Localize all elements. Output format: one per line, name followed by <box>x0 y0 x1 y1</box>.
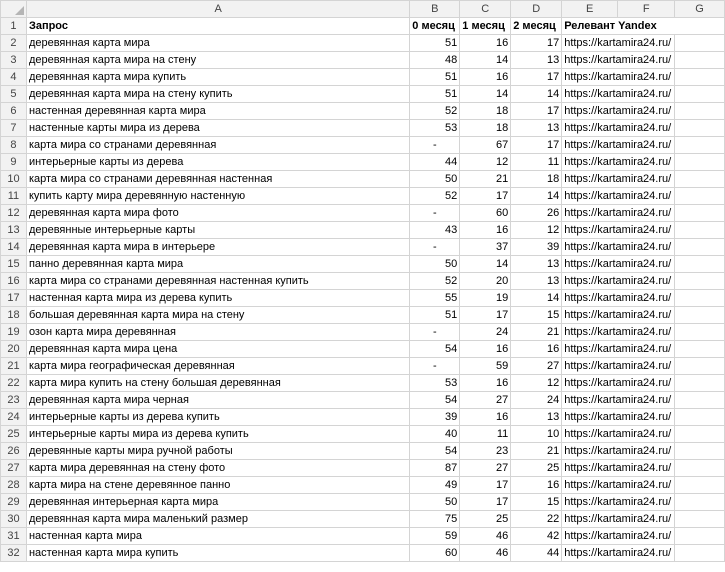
row-header[interactable]: 30 <box>1 511 27 528</box>
cell-month1[interactable]: 16 <box>460 375 511 392</box>
column-header-g[interactable]: G <box>675 1 725 18</box>
cell-month0[interactable]: 50 <box>410 171 460 188</box>
cell-query[interactable]: деревянная карта мира купить <box>26 69 409 86</box>
cell-empty[interactable] <box>675 154 725 171</box>
cell-month0[interactable]: - <box>410 205 460 222</box>
row-header[interactable]: 5 <box>1 86 27 103</box>
cell-month2[interactable]: 13 <box>511 273 562 290</box>
cell-month0[interactable]: 51 <box>410 307 460 324</box>
row-header[interactable]: 29 <box>1 494 27 511</box>
cell-relevant-url[interactable]: https://kartamira24.ru/ <box>562 52 675 69</box>
cell-empty[interactable] <box>675 358 725 375</box>
row-header[interactable]: 11 <box>1 188 27 205</box>
cell-month2[interactable]: 13 <box>511 256 562 273</box>
cell-month1[interactable]: 16 <box>460 409 511 426</box>
cell-month2[interactable]: 39 <box>511 239 562 256</box>
cell-month2[interactable]: 17 <box>511 103 562 120</box>
cell-header-month2[interactable]: 2 месяц <box>511 18 562 35</box>
cell-empty[interactable] <box>675 222 725 239</box>
sheet-row <box>1 222 725 239</box>
cell-month2[interactable]: 22 <box>511 511 562 528</box>
cell-month0[interactable]: - <box>410 137 460 154</box>
cell-query[interactable]: настенная карта мира <box>26 528 409 545</box>
cell-relevant-url[interactable]: https://kartamira24.ru/ <box>562 35 675 52</box>
cell-header-relevant[interactable]: Релевант Yandex <box>562 18 675 35</box>
cell-empty[interactable] <box>675 426 725 443</box>
column-header-row <box>1 1 725 18</box>
cell-relevant-url[interactable]: https://kartamira24.ru/ <box>562 69 675 86</box>
sheet-row <box>1 409 725 426</box>
sheet-row <box>1 137 725 154</box>
cell-month0[interactable]: 44 <box>410 154 460 171</box>
cell-query[interactable]: купить карту мира деревянную настенную <box>26 188 409 205</box>
row-header[interactable]: 26 <box>1 443 27 460</box>
cell-relevant-url[interactable]: https://kartamira24.ru/ <box>562 443 675 460</box>
sheet-row <box>1 545 725 562</box>
cell-empty[interactable] <box>675 494 725 511</box>
sheet-row <box>1 205 725 222</box>
row-header[interactable]: 25 <box>1 426 27 443</box>
cell-empty[interactable] <box>675 409 725 426</box>
sheet-row <box>1 171 725 188</box>
cell-month0[interactable]: 60 <box>410 545 460 562</box>
cell-relevant-url[interactable]: https://kartamira24.ru/ <box>562 494 675 511</box>
sheet-row <box>1 273 725 290</box>
row-header[interactable]: 12 <box>1 205 27 222</box>
cell-empty[interactable] <box>675 256 725 273</box>
sheet-row <box>1 256 725 273</box>
cell-month2[interactable]: 13 <box>511 120 562 137</box>
cell-empty[interactable] <box>675 18 725 35</box>
cell-month1[interactable]: 59 <box>460 358 511 375</box>
row-header[interactable]: 18 <box>1 307 27 324</box>
column-header-a[interactable]: A <box>26 1 409 18</box>
cell-month1[interactable]: 46 <box>460 528 511 545</box>
cell-query[interactable]: деревянная карта мира фото <box>26 205 409 222</box>
cell-query[interactable]: настенная деревянная карта мира <box>26 103 409 120</box>
sheet-row <box>1 120 725 137</box>
cell-empty[interactable] <box>675 86 725 103</box>
cell-month0[interactable]: 54 <box>410 392 460 409</box>
cell-relevant-url[interactable]: https://kartamira24.ru/ <box>562 545 675 562</box>
row-header[interactable]: 13 <box>1 222 27 239</box>
cell-month2[interactable]: 17 <box>511 137 562 154</box>
row-header[interactable]: 22 <box>1 375 27 392</box>
cell-month2[interactable]: 24 <box>511 392 562 409</box>
row-header[interactable]: 6 <box>1 103 27 120</box>
sheet-row <box>1 188 725 205</box>
cell-empty[interactable] <box>675 528 725 545</box>
cell-month2[interactable]: 17 <box>511 69 562 86</box>
cell-month1[interactable]: 23 <box>460 443 511 460</box>
cell-empty[interactable] <box>675 205 725 222</box>
row-header[interactable]: 23 <box>1 392 27 409</box>
cell-month2[interactable]: 13 <box>511 409 562 426</box>
cell-month0[interactable]: 52 <box>410 188 460 205</box>
cell-month0[interactable]: 48 <box>410 52 460 69</box>
cell-empty[interactable] <box>675 341 725 358</box>
cell-relevant-url[interactable]: https://kartamira24.ru/ <box>562 86 675 103</box>
sheet-row <box>1 35 725 52</box>
sheet-row <box>1 239 725 256</box>
sheet-row <box>1 460 725 477</box>
column-header-c[interactable]: C <box>460 1 511 18</box>
cell-month0[interactable]: 87 <box>410 460 460 477</box>
cell-query[interactable]: интерьерные карты мира из дерева купить <box>26 426 409 443</box>
cell-month2[interactable]: 18 <box>511 171 562 188</box>
sheet-row <box>1 69 725 86</box>
cell-query[interactable]: карта мира географическая деревянная <box>26 358 409 375</box>
cell-month1[interactable]: 16 <box>460 69 511 86</box>
cell-query[interactable]: карта мира деревянная на стену фото <box>26 460 409 477</box>
cell-query[interactable]: деревянная карта мира в интерьере <box>26 239 409 256</box>
cell-month1[interactable]: 14 <box>460 256 511 273</box>
cell-empty[interactable] <box>675 35 725 52</box>
cell-month0[interactable]: 43 <box>410 222 460 239</box>
cell-relevant-url[interactable]: https://kartamira24.ru/ <box>562 171 675 188</box>
cell-query[interactable]: карта мира купить на стену большая деревянная <box>26 375 409 392</box>
cell-relevant-url[interactable]: https://kartamira24.ru/ <box>562 341 675 358</box>
cell-empty[interactable] <box>675 69 725 86</box>
cell-query[interactable]: деревянная карта мира <box>26 35 409 52</box>
cell-relevant-url[interactable]: https://kartamira24.ru/ <box>562 477 675 494</box>
sheet-row <box>1 290 725 307</box>
cell-header-month0[interactable]: 0 месяц <box>410 18 460 35</box>
cell-query[interactable]: карта мира со странами деревянная настенная купить <box>26 273 409 290</box>
cell-query[interactable]: деревянные интерьерные карты <box>26 222 409 239</box>
cell-month1[interactable]: 60 <box>460 205 511 222</box>
cell-month2[interactable]: 21 <box>511 443 562 460</box>
cell-month1[interactable]: 24 <box>460 324 511 341</box>
cell-month0[interactable]: 51 <box>410 35 460 52</box>
row-header[interactable]: 1 <box>1 18 27 35</box>
cell-header-month1[interactable]: 1 месяц <box>460 18 511 35</box>
row-header[interactable]: 3 <box>1 52 27 69</box>
cell-month2[interactable]: 44 <box>511 545 562 562</box>
cell-empty[interactable] <box>675 120 725 137</box>
cell-month2[interactable]: 16 <box>511 341 562 358</box>
cell-month1[interactable]: 27 <box>460 460 511 477</box>
row-header[interactable]: 19 <box>1 324 27 341</box>
cell-empty[interactable] <box>675 511 725 528</box>
cell-month2[interactable]: 14 <box>511 188 562 205</box>
cell-month1[interactable]: 17 <box>460 188 511 205</box>
cell-query[interactable]: деревянная карта мира на стену <box>26 52 409 69</box>
cell-month2[interactable]: 12 <box>511 375 562 392</box>
sheet-row <box>1 52 725 69</box>
sheet-row <box>1 358 725 375</box>
cell-empty[interactable] <box>675 188 725 205</box>
cell-query[interactable]: интерьерные карты из дерева <box>26 154 409 171</box>
row-header[interactable]: 24 <box>1 409 27 426</box>
cell-empty[interactable] <box>675 137 725 154</box>
cell-relevant-url[interactable]: https://kartamira24.ru/ <box>562 137 675 154</box>
cell-query[interactable]: карта мира на стене деревянное панно <box>26 477 409 494</box>
cell-relevant-url[interactable]: https://kartamira24.ru/ <box>562 256 675 273</box>
cell-month0[interactable]: - <box>410 324 460 341</box>
cell-empty[interactable] <box>675 273 725 290</box>
row-header[interactable]: 31 <box>1 528 27 545</box>
select-all-corner[interactable] <box>1 1 27 18</box>
sheet-row <box>1 324 725 341</box>
cell-query[interactable]: карта мира со странами деревянная <box>26 137 409 154</box>
cell-empty[interactable] <box>675 239 725 256</box>
cell-empty[interactable] <box>675 477 725 494</box>
cell-month2[interactable]: 14 <box>511 290 562 307</box>
cell-query[interactable]: настенные карты мира из дерева <box>26 120 409 137</box>
cell-month2[interactable]: 25 <box>511 460 562 477</box>
cell-query[interactable]: большая деревянная карта мира на стену <box>26 307 409 324</box>
cell-month1[interactable]: 46 <box>460 545 511 562</box>
cell-empty[interactable] <box>675 290 725 307</box>
cell-relevant-url[interactable]: https://kartamira24.ru/ <box>562 205 675 222</box>
cell-month1[interactable]: 14 <box>460 52 511 69</box>
cell-month1[interactable]: 21 <box>460 171 511 188</box>
row-header[interactable]: 7 <box>1 120 27 137</box>
cell-month2[interactable]: 21 <box>511 324 562 341</box>
cell-empty[interactable] <box>675 460 725 477</box>
cell-month2[interactable]: 13 <box>511 52 562 69</box>
cell-month1[interactable]: 67 <box>460 137 511 154</box>
cell-month1[interactable]: 16 <box>460 35 511 52</box>
cell-relevant-url[interactable]: https://kartamira24.ru/ <box>562 460 675 477</box>
cell-empty[interactable] <box>675 52 725 69</box>
cell-month1[interactable]: 11 <box>460 426 511 443</box>
cell-relevant-url[interactable]: https://kartamira24.ru/ <box>562 154 675 171</box>
cell-relevant-url[interactable]: https://kartamira24.ru/ <box>562 324 675 341</box>
cell-month0[interactable]: 54 <box>410 443 460 460</box>
cell-query[interactable]: интерьерные карты из дерева купить <box>26 409 409 426</box>
cell-query[interactable]: карта мира со странами деревянная настенная <box>26 171 409 188</box>
cell-month0[interactable]: 49 <box>410 477 460 494</box>
row-header[interactable]: 28 <box>1 477 27 494</box>
sheet-row <box>1 341 725 358</box>
cell-relevant-url[interactable]: https://kartamira24.ru/ <box>562 120 675 137</box>
cell-month0[interactable]: 52 <box>410 103 460 120</box>
sheet-row <box>1 18 725 35</box>
cell-relevant-url[interactable]: https://kartamira24.ru/ <box>562 528 675 545</box>
cell-empty[interactable] <box>675 375 725 392</box>
cell-month0[interactable]: 39 <box>410 409 460 426</box>
cell-month1[interactable]: 18 <box>460 120 511 137</box>
cell-month0[interactable]: 40 <box>410 426 460 443</box>
cell-relevant-url[interactable]: https://kartamira24.ru/ <box>562 222 675 239</box>
cell-month0[interactable]: 54 <box>410 341 460 358</box>
cell-month1[interactable]: 17 <box>460 477 511 494</box>
row-header[interactable]: 21 <box>1 358 27 375</box>
sheet-row <box>1 392 725 409</box>
cell-relevant-url[interactable]: https://kartamira24.ru/ <box>562 307 675 324</box>
row-header[interactable]: 20 <box>1 341 27 358</box>
cell-query[interactable]: деревянная карта мира на стену купить <box>26 86 409 103</box>
cell-empty[interactable] <box>675 171 725 188</box>
cell-relevant-url[interactable]: https://kartamira24.ru/ <box>562 426 675 443</box>
cell-relevant-url[interactable]: https://kartamira24.ru/ <box>562 375 675 392</box>
cell-relevant-url[interactable]: https://kartamira24.ru/ <box>562 103 675 120</box>
cell-empty[interactable] <box>675 443 725 460</box>
row-header[interactable]: 2 <box>1 35 27 52</box>
cell-month2[interactable]: 26 <box>511 205 562 222</box>
cell-month2[interactable]: 15 <box>511 494 562 511</box>
cell-month0[interactable]: 59 <box>410 528 460 545</box>
cell-month1[interactable]: 12 <box>460 154 511 171</box>
cell-month1[interactable]: 17 <box>460 307 511 324</box>
cell-header-query[interactable]: Запрос <box>26 18 409 35</box>
sheet-row <box>1 426 725 443</box>
cell-month0[interactable]: - <box>410 239 460 256</box>
cell-query[interactable]: деревянная карта мира маленький размер <box>26 511 409 528</box>
row-header[interactable]: 9 <box>1 154 27 171</box>
cell-relevant-url[interactable]: https://kartamira24.ru/ <box>562 290 675 307</box>
cell-month0[interactable]: 55 <box>410 290 460 307</box>
cell-month2[interactable]: 12 <box>511 222 562 239</box>
cell-month0[interactable]: - <box>410 358 460 375</box>
cell-relevant-url[interactable]: https://kartamira24.ru/ <box>562 358 675 375</box>
cell-month1[interactable]: 27 <box>460 392 511 409</box>
cell-query[interactable]: панно деревянная карта мира <box>26 256 409 273</box>
cell-month0[interactable]: 50 <box>410 256 460 273</box>
cell-query[interactable]: озон карта мира деревянная <box>26 324 409 341</box>
cell-month1[interactable]: 14 <box>460 86 511 103</box>
cell-month1[interactable]: 20 <box>460 273 511 290</box>
cell-query[interactable]: деревянные карты мира ручной работы <box>26 443 409 460</box>
cell-month2[interactable]: 15 <box>511 307 562 324</box>
cell-empty[interactable] <box>675 324 725 341</box>
cell-relevant-url[interactable]: https://kartamira24.ru/ <box>562 511 675 528</box>
row-header[interactable]: 27 <box>1 460 27 477</box>
row-header[interactable]: 15 <box>1 256 27 273</box>
cell-empty[interactable] <box>675 103 725 120</box>
cell-query[interactable]: деревянная карта мира черная <box>26 392 409 409</box>
column-header-e[interactable]: E <box>562 1 618 18</box>
cell-relevant-url[interactable]: https://kartamira24.ru/ <box>562 392 675 409</box>
cell-month2[interactable]: 14 <box>511 86 562 103</box>
cell-month0[interactable]: 51 <box>410 69 460 86</box>
cell-month2[interactable]: 27 <box>511 358 562 375</box>
sheet-row <box>1 494 725 511</box>
sheet-row <box>1 511 725 528</box>
cell-relevant-url[interactable]: https://kartamira24.ru/ <box>562 409 675 426</box>
cell-month1[interactable]: 18 <box>460 103 511 120</box>
cell-month1[interactable]: 25 <box>460 511 511 528</box>
row-header[interactable]: 32 <box>1 545 27 562</box>
sheet-row <box>1 443 725 460</box>
cell-month0[interactable]: 53 <box>410 120 460 137</box>
cell-month0[interactable]: 50 <box>410 494 460 511</box>
sheet-row <box>1 86 725 103</box>
column-header-d[interactable]: D <box>511 1 562 18</box>
cell-month1[interactable]: 16 <box>460 222 511 239</box>
cell-month0[interactable]: 75 <box>410 511 460 528</box>
cell-month2[interactable]: 17 <box>511 35 562 52</box>
cell-empty[interactable] <box>675 307 725 324</box>
cell-month1[interactable]: 17 <box>460 494 511 511</box>
sheet-row <box>1 307 725 324</box>
sheet-row <box>1 154 725 171</box>
cell-query[interactable]: деревянная карта мира цена <box>26 341 409 358</box>
row-header[interactable]: 17 <box>1 290 27 307</box>
sheet-row <box>1 375 725 392</box>
cell-relevant-url[interactable]: https://kartamira24.ru/ <box>562 188 675 205</box>
cell-month2[interactable]: 16 <box>511 477 562 494</box>
row-header[interactable]: 10 <box>1 171 27 188</box>
cell-month2[interactable]: 42 <box>511 528 562 545</box>
cell-month2[interactable]: 10 <box>511 426 562 443</box>
cell-month0[interactable]: 53 <box>410 375 460 392</box>
cell-relevant-url[interactable]: https://kartamira24.ru/ <box>562 239 675 256</box>
row-header[interactable]: 4 <box>1 69 27 86</box>
cell-query[interactable]: деревянная интерьерная карта мира <box>26 494 409 511</box>
row-header[interactable]: 14 <box>1 239 27 256</box>
cell-query[interactable]: настенная карта мира купить <box>26 545 409 562</box>
sheet-row <box>1 477 725 494</box>
cell-query[interactable]: настенная карта мира из дерева купить <box>26 290 409 307</box>
cell-empty[interactable] <box>675 392 725 409</box>
sheet-row <box>1 528 725 545</box>
row-header[interactable]: 16 <box>1 273 27 290</box>
column-header-f[interactable]: F <box>618 1 675 18</box>
cell-month1[interactable]: 19 <box>460 290 511 307</box>
cell-month1[interactable]: 37 <box>460 239 511 256</box>
cell-month2[interactable]: 11 <box>511 154 562 171</box>
row-header[interactable]: 8 <box>1 137 27 154</box>
cell-month0[interactable]: 51 <box>410 86 460 103</box>
column-header-b[interactable]: B <box>410 1 460 18</box>
sheet-row <box>1 103 725 120</box>
cell-month1[interactable]: 16 <box>460 341 511 358</box>
cell-relevant-url[interactable]: https://kartamira24.ru/ <box>562 273 675 290</box>
cell-empty[interactable] <box>675 545 725 562</box>
cell-month0[interactable]: 52 <box>410 273 460 290</box>
